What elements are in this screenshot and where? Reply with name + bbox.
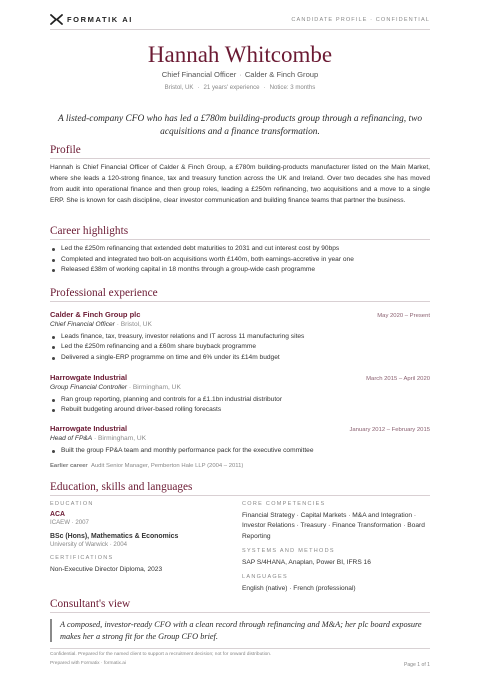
job-company: Harrowgate Industrial <box>50 424 128 433</box>
section-title-profile: Profile <box>50 144 430 159</box>
section-title-experience: Professional experience <box>50 287 430 302</box>
logo-text: FORMATIK AI <box>67 15 133 24</box>
document-label: CANDIDATE PROFILE · CONFIDENTIAL <box>291 16 430 23</box>
highlight-item: Released £38m of working capital in 18 months through a group-wide cash programme <box>50 265 430 276</box>
footer-prepared: Prepared with Formatix · formatix.ai <box>50 660 126 666</box>
skills-column <box>242 501 432 594</box>
job-entry: Calder & Finch Group plc May 2020 – Present Chief Financial Officer · Bristol, UK Leads finance, tax, treasury, investor relations and IT across 11 manufacturing sites Led the £250m refinancing and a £60m share buyback programme Delivered a single-ERP programme on time and 6% under its £14m budget <box>50 310 430 363</box>
job-bullet: Built the group FP&A team and monthly performance pack for the executive committee <box>50 446 430 456</box>
job-bullet: Ran group reporting, planning and controls for a £1.1bn industrial distributor <box>50 395 430 405</box>
job-bullet: Leads finance, tax, treasury, investor relations and IT across 11 manufacturing sites <box>50 332 430 342</box>
education-item <box>50 533 230 548</box>
competencies-label: CORE COMPETENCIES <box>242 501 326 507</box>
job-location: Birmingham, UK <box>98 435 147 442</box>
job-bullets <box>50 332 430 363</box>
education-sub: University of Warwick · 2004 <box>50 541 127 548</box>
footer <box>50 648 430 668</box>
languages-label: LANGUAGES <box>242 574 288 581</box>
page-number: Page 1 of 1 <box>403 662 430 669</box>
systems-label: SYSTEMS AND METHODS <box>242 547 335 554</box>
job-dates: January 2012 – February 2015 <box>349 427 430 433</box>
education-label: EDUCATION <box>50 501 94 507</box>
job-dates: May 2020 – Present <box>377 313 430 319</box>
top-bar <box>50 14 430 30</box>
candidate-title: Chief Financial Officer <box>161 70 237 79</box>
job-entry: Harrowgate Industrial March 2015 – April 2020 Group Financial Controller · Birmingham, UK Ran group reporting, planning and controls for a £1.1bn industrial distributor Rebuilt budgeting around driver-based rolling forecasts <box>50 373 430 416</box>
highlight-item: Led the £250m refinancing that extended debt maturities to 2031 and cut interest cost by 90bps <box>50 244 430 255</box>
systems-text: SAP S/4HANA, Anaplan, Power BI, IFRS 16 <box>242 558 371 566</box>
section-title-consultant: Consultant's view <box>50 598 430 613</box>
earlier-career-text: Audit Senior Manager, Pemberton Hale LLP (2004 – 2011) <box>90 463 244 469</box>
job-bullet: Led the £250m refinancing and a £60m share buyback programme <box>50 342 430 352</box>
candidate-meta: Bristol, UK · 21 years' experience · Notice: 3 months <box>164 84 316 91</box>
certifications-text: Non-Executive Director Diploma, 2023 <box>50 566 163 573</box>
candidate-company: Calder & Finch Group <box>244 70 319 79</box>
education-sub: ICAEW · 2007 <box>50 519 89 526</box>
job-location: Birmingham, UK <box>132 384 181 391</box>
job-bullets <box>50 446 430 456</box>
competencies-text: Financial Strategy · Capital Markets · M&A and Integration · Investor Relations · Treasury · Finance Transformation · Board Reporting <box>242 512 425 540</box>
logo-icon <box>50 14 63 25</box>
education-column <box>50 501 230 575</box>
highlight-item: Completed and integrated two bolt-on acquisitions worth £140m, both earnings-accretive in year one <box>50 255 430 266</box>
job-title: Chief Financial Officer <box>50 321 115 328</box>
earlier-career <box>50 463 430 469</box>
job-bullets <box>50 395 430 416</box>
job-bullet: Rebuilt budgeting around driver-based rolling forecasts <box>50 405 430 415</box>
certifications-label: CERTIFICATIONS <box>50 555 114 561</box>
job-company: Harrowgate Industrial <box>50 373 128 382</box>
footer-confidential: Confidential. Prepared for the named client to support a recruitment decision; not for onward distribution. <box>50 652 272 657</box>
tagline: A listed-company CFO who has led a £780m building-products group through a refinancing, two acquisitions and a finance transformation. <box>57 114 423 137</box>
job-dates: March 2015 – April 2020 <box>366 376 430 382</box>
highlights-list <box>50 244 430 276</box>
candidate-name: Hannah Whitcombe <box>147 42 333 67</box>
candidate-experience: 21 years' experience <box>203 84 260 91</box>
job-title: Group Financial Controller <box>50 384 127 391</box>
candidate-notice: Notice: 3 months <box>269 84 316 91</box>
education-title: ACA <box>50 511 65 518</box>
earlier-career-label: Earlier career <box>50 463 88 469</box>
education-item <box>50 511 230 526</box>
logo <box>50 14 133 25</box>
job-entry: Harrowgate Industrial January 2012 – February 2015 Head of FP&A · Birmingham, UK Built the group FP&A team and monthly performance pack for the executive committee <box>50 424 430 456</box>
job-bullet: Delivered a single-ERP programme on time and 6% under its £14m budget <box>50 353 430 363</box>
section-title-highlights: Career highlights <box>50 225 430 240</box>
consultant-quote: A composed, investor-ready CFO with a clean record through refinancing and M&A; her plc board exposure makes her a strong fit for the Group CFO brief. <box>50 619 430 642</box>
candidate-role: Chief Financial Officer · Calder & Finch Group <box>161 70 319 79</box>
job-title: Head of FP&A <box>50 435 93 442</box>
profile-text: Hannah is Chief Financial Officer of Calder & Finch Group, a £780m building-products manufacturer listed on the Main Market, where she leads a 120-strong finance, tax and treasury function across the UK and Ireland. Over two decades she has moved from audit into operational finance and then group roles, leading a £250m refinancing, two acquisitions and a move to a single ERP. She is known for cash discipline, clear investor communication and building finance teams that partner the business. <box>50 164 430 204</box>
candidate-location: Bristol, UK <box>164 84 194 91</box>
languages-text: English (native) · French (professional) <box>242 585 356 593</box>
job-location: Bristol, UK <box>120 321 152 328</box>
education-title: BSc (Hons), Mathematics & Economics <box>50 533 179 540</box>
section-title-education: Education, skills and languages <box>50 481 430 496</box>
job-company: Calder & Finch Group plc <box>50 310 141 319</box>
